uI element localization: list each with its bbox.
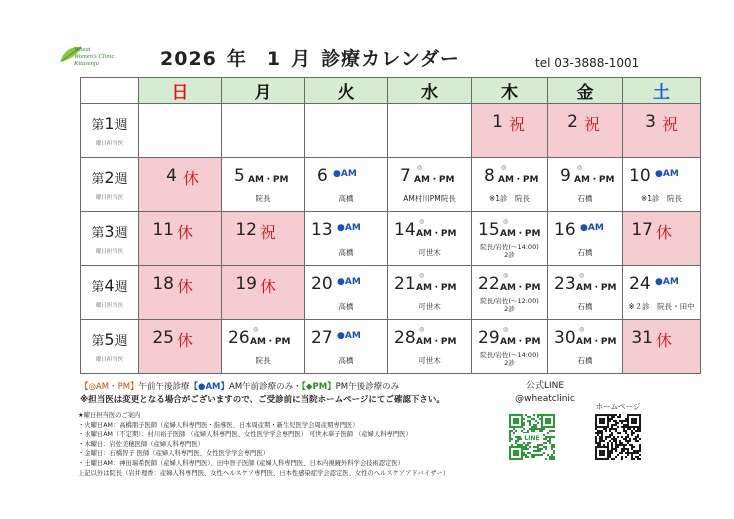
legend [80, 380, 399, 392]
week-row [81, 266, 701, 320]
weekday-thursday: 木 [472, 78, 548, 104]
calendar-day-cell [472, 266, 548, 320]
homepage-label: ホームページ [595, 402, 641, 411]
day-number: 31 [631, 328, 653, 348]
day-number: 5 [234, 166, 245, 186]
legend-am-key: 【●AM】 [189, 382, 230, 392]
day-number: 14 [394, 220, 416, 240]
day-number: 24 [629, 274, 651, 294]
calendar-day-cell [222, 266, 305, 320]
closed-mark: 休 [655, 223, 672, 242]
am-pm-label: AM・PM [500, 337, 541, 347]
calendar-day-cell [305, 320, 388, 374]
legend-am-text: AM午前診療のみ・ [229, 382, 302, 392]
calendar-day-cell [139, 212, 222, 266]
calendar-day-cell [623, 104, 701, 158]
calendar-day-cell [623, 212, 701, 266]
weekday-tuesday: 火 [305, 78, 388, 104]
am-only-label: ●AM [337, 223, 361, 233]
doctor-note: 石橋 [577, 248, 593, 257]
am-only-label: ●AM [580, 223, 604, 233]
line-label: 公式LINE @wheatclinic [515, 381, 575, 404]
closed-mark: 休 [176, 331, 193, 350]
calendar-day-cell [623, 320, 701, 374]
doctor-note: 石橋 [577, 302, 593, 311]
calendar-day-cell [548, 266, 623, 320]
calendar-day-cell [305, 266, 388, 320]
doctor-note: 可世木 [418, 248, 441, 257]
calendar-day-cell [139, 158, 222, 212]
doctor-note: 高橋 [338, 248, 354, 257]
am-pm-label: AM・PM [574, 175, 615, 185]
doctor-line: ・金曜日：石橋智子 医師（産婦人科専門医、女性医学学会専門医） [78, 450, 269, 458]
doctor-note: ※２診 院長・田中 [628, 302, 695, 311]
day-number: 7 [400, 166, 411, 186]
week-row [81, 212, 701, 266]
both-sessions-icon: ◎ [579, 272, 585, 279]
weekday-monday: 月 [222, 78, 305, 104]
am-pm-label: AM・PM [416, 229, 457, 239]
weekday-header-row [81, 78, 701, 104]
doctor-note: 可世木 [418, 302, 441, 311]
closed-mark: 休 [176, 277, 193, 296]
closed-mark: 休 [259, 277, 276, 296]
both-sessions-icon: ◎ [579, 326, 585, 333]
am-only-label: ●AM [333, 169, 357, 179]
empty-day-cell [139, 104, 222, 158]
weekday-saturday: 土 [623, 78, 701, 104]
empty-day-cell [222, 104, 305, 158]
day-number: 22 [478, 274, 500, 294]
week-label: 第1週 曜日担当医 [81, 104, 139, 158]
calendar-day-cell [472, 104, 548, 158]
calendar-day-cell [305, 212, 388, 266]
both-sessions-icon: ◎ [419, 272, 425, 279]
doctor-note: 高橋 [338, 356, 354, 365]
calendar-day-cell [388, 320, 472, 374]
both-sessions-icon: ◎ [503, 218, 509, 225]
doctor-note: ※1診 院長 [640, 194, 683, 203]
am-pm-label: AM・PM [576, 283, 617, 293]
doctor-note: 高橋 [338, 194, 354, 203]
doctor-note: 院長 [255, 194, 271, 203]
day-number: 18 [152, 274, 174, 294]
week-label: 第3週 曜日担当医 [81, 212, 139, 266]
doctor-list [78, 411, 449, 478]
calendar-day-cell [548, 320, 623, 374]
calendar-day-cell [222, 320, 305, 374]
doctor-note: 可世木 [418, 356, 441, 365]
am-only-label: ●AM [655, 169, 679, 179]
legend-ampm-text: 午前午後診療 [138, 382, 190, 392]
week-row [81, 158, 701, 212]
page-title: 2026 年 1 月 診療カレンダー [160, 48, 460, 70]
day-number: 16 [554, 220, 576, 240]
both-sessions-icon: ◎ [417, 164, 423, 171]
am-only-label: ●AM [337, 331, 361, 341]
homepage-qr-code[interactable] [595, 414, 641, 460]
calendar-day-cell [139, 266, 222, 320]
doctor-note: ※1診 院長 [488, 194, 531, 203]
day-number: 25 [152, 328, 174, 348]
day-number: 26 [228, 328, 250, 348]
day-number: 29 [478, 328, 500, 348]
legend-ampm-key: 【◎AM・PM】 [80, 382, 139, 392]
am-pm-label: AM・PM [416, 337, 457, 347]
doctor-list-heading: ★曜日担当医のご案内 [78, 412, 141, 419]
day-number: 8 [484, 166, 495, 186]
both-sessions-icon: ◎ [419, 326, 425, 333]
week-label: 第2週 曜日担当医 [81, 158, 139, 212]
day-number: 11 [152, 220, 174, 240]
am-pm-label: AM・PM [248, 175, 289, 185]
closed-mark: 祝 [508, 115, 525, 134]
calendar-day-cell [623, 266, 701, 320]
closed-mark: 休 [176, 223, 193, 242]
calendar-day-cell [388, 212, 472, 266]
legend-pm-text: PM午後診療のみ [335, 382, 400, 392]
logo-text: Wheat Women's Clinic Kitasenju [74, 46, 115, 67]
calendar-day-cell [472, 320, 548, 374]
day-number: 30 [554, 328, 576, 348]
am-pm-label: AM・PM [414, 175, 455, 185]
doctor-line: ・火曜日AM：高橋朋子医師（産婦人科専門医・指導医、日本周産期・新生児医学会周産期専門医） [78, 421, 359, 429]
closed-mark: 祝 [661, 115, 678, 134]
day-number: 10 [629, 166, 651, 186]
day-number: 4 [166, 166, 177, 186]
both-sessions-icon: ◎ [419, 218, 425, 225]
both-sessions-icon: ◎ [503, 272, 509, 279]
day-number: 19 [235, 274, 257, 294]
day-number: 2 [567, 112, 578, 132]
doctor-note: 石橋 [577, 356, 593, 365]
weekday-wednesday: 水 [388, 78, 472, 104]
calendar-day-cell [222, 212, 305, 266]
legend-pm-key: 【◆PM】 [301, 382, 336, 392]
doctor-note: 高橋 [338, 302, 354, 311]
calendar-day-cell [472, 158, 548, 212]
day-number: 12 [235, 220, 257, 240]
calendar-day-cell [548, 104, 623, 158]
am-pm-label: AM・PM [250, 337, 291, 347]
doctor-note: 院長/岩佐(～14:00) 2診 [480, 351, 539, 367]
doctor-note: 院長 [255, 356, 271, 365]
am-pm-label: AM・PM [416, 283, 457, 293]
doctor-line: ・木曜日：岩佐美穂医師（産婦人科専門医） [78, 440, 204, 448]
doctor-line: ・土曜日AM：神田瑞希医師（産婦人科専門医）、田中智子医師 (産婦人科専門医、日本内視鏡外科学会技術認定医） [78, 459, 404, 467]
phone-number: tel 03-3888-1001 [535, 56, 640, 70]
calendar-day-cell [548, 212, 623, 266]
doctor-line: 上記以外は院長（岩井理香：産婦人科専門医、女性ヘルスケア専門医、日本性感染症学会認定医、女性のヘルスケアアドバイザー） [78, 469, 450, 477]
line-logo-text: LINE [524, 435, 540, 442]
day-number: 20 [311, 274, 333, 294]
doctor-note: AM村川PM院長 [403, 194, 456, 203]
week-label: 第4週 曜日担当医 [81, 266, 139, 320]
doctor-line: ・水曜日AM（不定期）：村川裕子医師 （産婦人科専門医、女性医学学会専門医） 可世木華子医師 （産婦人科専門医） [78, 431, 412, 439]
calendar-day-cell [222, 158, 305, 212]
empty-day-cell [305, 104, 388, 158]
closed-mark: 休 [182, 169, 199, 188]
both-sessions-icon: ◎ [253, 326, 259, 333]
week-label: 第5週 曜日担当医 [81, 320, 139, 374]
day-number: 13 [311, 220, 333, 240]
day-number: 23 [554, 274, 576, 294]
day-number: 1 [492, 112, 503, 132]
calendar-day-cell [548, 158, 623, 212]
day-number: 27 [311, 328, 333, 348]
am-pm-label: AM・PM [500, 283, 541, 293]
weekday-friday: 金 [548, 78, 623, 104]
header-corner [81, 78, 139, 104]
both-sessions-icon: ◎ [503, 326, 509, 333]
calendar-day-cell [388, 158, 472, 212]
doctor-note: 院長/岩佐(～14:00) 2診 [480, 243, 539, 259]
day-number: 21 [394, 274, 416, 294]
doctor-note: 石橋 [577, 194, 593, 203]
both-sessions-icon: ◎ [501, 164, 507, 171]
day-number: 17 [631, 220, 653, 240]
closed-mark: 祝 [583, 115, 600, 134]
change-notice: ※担当医は変更となる場合がございますので、ご受診前に当院ホームページにてご確認下さい。 [80, 395, 445, 405]
day-number: 28 [394, 328, 416, 348]
am-only-label: ●AM [337, 277, 361, 287]
calendar-day-cell [139, 320, 222, 374]
am-pm-label: AM・PM [498, 175, 539, 185]
calendar-day-cell [388, 266, 472, 320]
am-pm-label: AM・PM [576, 337, 617, 347]
closed-mark: 休 [655, 331, 672, 350]
calendar-day-cell [472, 212, 548, 266]
am-only-label: ●AM [655, 277, 679, 287]
weekday-sunday: 日 [139, 78, 222, 104]
empty-day-cell [388, 104, 472, 158]
day-number: 3 [645, 112, 656, 132]
doctor-note: 院長/岩佐(～12:00) 2診 [480, 297, 539, 313]
calendar-table [80, 77, 701, 374]
week-row [81, 104, 701, 158]
day-number: 15 [478, 220, 500, 240]
day-number: 6 [317, 166, 328, 186]
am-pm-label: AM・PM [500, 229, 541, 239]
line-qr-code[interactable] [509, 414, 555, 460]
closed-mark: 祝 [259, 223, 276, 242]
calendar-day-cell [305, 158, 388, 212]
clinic-logo [58, 44, 138, 74]
day-number: 9 [560, 166, 571, 186]
calendar-day-cell [623, 158, 701, 212]
both-sessions-icon: ◎ [577, 164, 583, 171]
week-row [81, 320, 701, 374]
